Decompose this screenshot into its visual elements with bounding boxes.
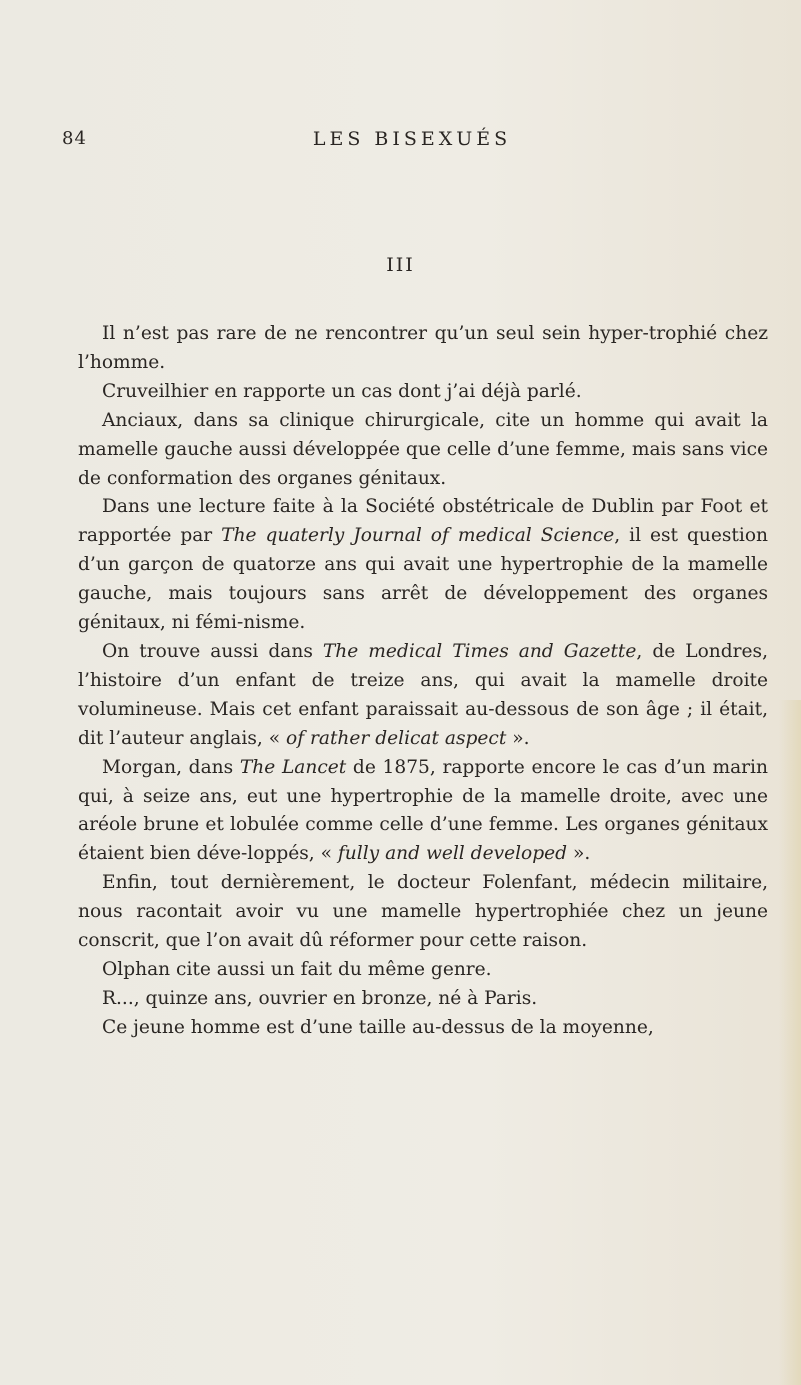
page-number: 84 bbox=[62, 128, 87, 149]
paragraph-8: Olphan cite aussi un fait du même genre. bbox=[102, 958, 492, 980]
running-title: LES BISEXUÉS bbox=[312, 128, 512, 150]
paragraph-3: Anciaux, dans sa clinique chirurgicale, cite un homme qui avait la mamelle gauche aussi développée que celle d’une femme, mais sans vice de conformation des organes génitaux. bbox=[78, 409, 768, 489]
paragraph-6-text-c: de 1875, rapporte encore le cas d’un marin qui, à seize ans, eut une hypertrophie de la mamelle droite, avec une aréole brune et lobulée comme celle d’une femme. Les organes génitaux étaient bien déve-loppés, « bbox=[78, 756, 768, 865]
quote-delicat-aspect: of rather delicat aspect bbox=[286, 727, 507, 749]
journal-title-lancet: The Lancet bbox=[239, 756, 347, 778]
paragraph-4-text-a: Dans une lecture faite à la Société obstétricale de Dublin par Foot et rapportée par bbox=[78, 496, 768, 547]
paragraph-7: Enfin, tout dernièrement, le docteur Folenfant, médecin militaire, nous racontait avoir vu une mamelle hypertrophiée chez un jeune conscrit, que l’on avait dû réformer pour cette raison. bbox=[78, 872, 768, 952]
paragraph-2: Cruveilhier en rapporte un cas dont j’ai déjà parlé. bbox=[102, 380, 582, 402]
page-header bbox=[62, 128, 762, 158]
paragraph-6 bbox=[78, 754, 768, 870]
section-heading: III bbox=[386, 254, 415, 276]
paragraph-5-text-e: ». bbox=[506, 727, 530, 749]
quote-fully-developed: fully and well developed bbox=[337, 843, 568, 865]
paragraph-6-text-e: ». bbox=[567, 843, 591, 865]
journal-title-medical-times: The medical Times and Gazette bbox=[322, 640, 637, 662]
paragraph-5 bbox=[78, 638, 768, 754]
paragraph-4 bbox=[78, 493, 768, 638]
paragraph-5-text-c: , de Londres, l’histoire d’un enfant de treize ans, qui avait la mamelle droite volumineuse. Mais cet enfant paraissait au-dessous de son âge ; il était, dit l’auteur anglais, « bbox=[78, 640, 768, 749]
paragraph-10: Ce jeune homme est d’une taille au-dessus de la moyenne, bbox=[102, 1016, 654, 1038]
paragraph-5-text-a: On trouve aussi dans bbox=[102, 640, 323, 662]
paragraph-6-text-a: Morgan, dans bbox=[102, 756, 240, 778]
page-edge-stain bbox=[779, 700, 801, 1385]
journal-title-quaterly: The quaterly Journal of medical Science bbox=[221, 525, 615, 547]
body-text bbox=[78, 320, 768, 1043]
paragraph-4-text-c: , il est question d’un garçon de quatorze ans qui avait une hypertrophie de la mamelle gauche, mais toujours sans arrêt de développement des organes génitaux, ni fémi-nisme. bbox=[78, 525, 768, 634]
paragraph-9: R..., quinze ans, ouvrier en bronze, né à Paris. bbox=[102, 987, 538, 1009]
paragraph-1: Il n’est pas rare de ne rencontrer qu’un seul sein hyper-trophié chez l’homme. bbox=[78, 323, 768, 373]
